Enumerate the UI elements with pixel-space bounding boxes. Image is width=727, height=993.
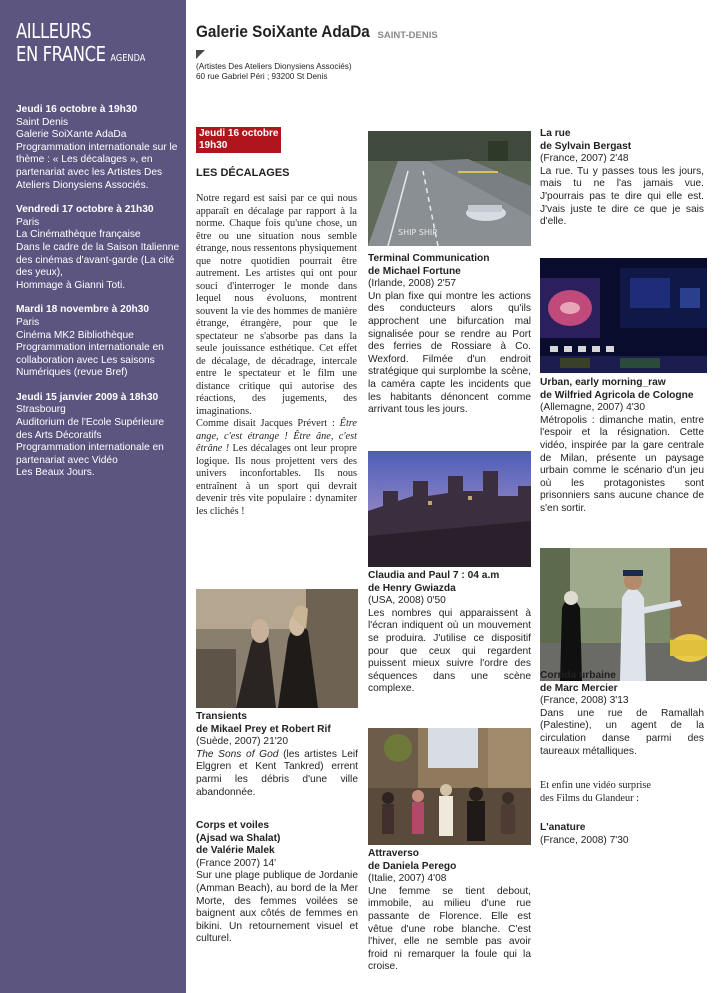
section-title: LES DÉCALAGES <box>196 167 290 179</box>
work-author: de Sylvain Bergast <box>540 140 632 152</box>
event-line: Dans le cadre de la Saison Italienne des cinémas d'avant-garde (La cité des yeux), <box>16 241 180 279</box>
intro-text <box>196 193 357 518</box>
work-info: (France, 2008) 7'30 <box>540 834 629 846</box>
svg-text:SHIP SHIP: SHIP SHIP <box>398 228 438 237</box>
triangle-mark-icon <box>196 50 205 59</box>
event-line: Auditorium de l'Ecole Supérieure des Arts Décoratifs <box>16 417 165 441</box>
venue-info <box>196 62 352 82</box>
event-date: Jeudi 16 octobre à 19h30 <box>16 104 138 115</box>
transients-still-image <box>196 589 358 708</box>
event-line: Paris <box>16 316 40 328</box>
work-claudia <box>368 570 531 696</box>
work-info: (Italie, 2007) 4'08 <box>368 873 447 885</box>
work-description: (les artistes Leif Elggren et Kent Tankred) errent parmi les débris d'une ville abandonnée. <box>196 748 358 798</box>
work-terminal <box>368 253 531 417</box>
event-item <box>16 304 182 380</box>
event-line: Galerie SoiXante AdaDa <box>16 129 127 141</box>
event-item <box>16 392 182 480</box>
work-info: (USA, 2008) 0'50 <box>368 595 446 607</box>
work-anature <box>540 822 704 847</box>
work-description: Une femme se tient debout, immobile, au milieu d'une rue passante de Florence. Elle est vêtue d'une robe blanche. C'est l'hiver, elle ne semble pas avoir froid ni remarquer la foule qui la croise. <box>368 885 531 973</box>
work-info: (Allemagne, 2007) 4'30 <box>540 402 646 414</box>
work-info: (France, 2008) 3'13 <box>540 695 629 707</box>
work-title: Attraverso <box>368 848 419 859</box>
surprise-note <box>540 780 704 805</box>
work-author: de Mikael Prey et Robert Rif <box>196 723 331 735</box>
event-date: Jeudi 15 janvier 2009 à 18h30 <box>16 391 159 403</box>
event-line: Programmation internationale en collaboration avec Les saisons Numériques (revue Bref) <box>16 342 164 379</box>
urban-still-image <box>540 258 707 373</box>
sidebar-title-line1: AILLEURS <box>16 19 92 43</box>
work-description: Métropolis : dimanche matin, entre l'espoir et la résignation. Cette vidéo, inspirée par la gare centrale de Milan, présente un paysage urbain comme le scénario d'un jeu où les protagonistes sont prisonniers sans aucune chance de s'en sortir. <box>540 414 704 514</box>
event-line: Strasbourg <box>16 404 66 416</box>
work-title: Claudia and Paul 7 : 04 a.m <box>368 570 500 581</box>
event-line: Hommage à Gianni Toti. <box>16 279 126 291</box>
work-quote: The Sons of God <box>196 748 279 760</box>
venue-address: 60 rue Gabriel Péri ; 93200 St Denis <box>196 72 328 81</box>
work-info: (France, 2007) 2'48 <box>540 153 629 165</box>
venue-association: (Artistes Des Ateliers Dionysiens Associés) <box>196 62 352 71</box>
event-item <box>16 204 182 292</box>
badge-date: Jeudi 16 octobre <box>199 128 279 139</box>
terminal-still-image <box>368 131 531 246</box>
work-subtitle: (Ajsad wa Shalat) <box>196 832 281 844</box>
event-item <box>16 104 182 192</box>
work-urban <box>540 377 704 516</box>
work-info: (Irlande, 2008) 2'57 <box>368 278 457 290</box>
surprise-line: Et enfin une vidéo surprise <box>540 780 651 791</box>
work-description: Les nombres qui apparaissent à l'écran indiquent où un mouvement se produira. J'utilise ce dispositif pour que ceux qui regardent puissent mieux suivre l'ordre des séquences dans une scène complexe. <box>368 607 531 695</box>
work-title: Terminal Communication <box>368 253 490 264</box>
work-description: La rue. Tu y passes tous les jours, mais tu ne l'as jamais vue. J'pourrais pas te dire qui elle est. J'vais juste te dire ce que je sais d'elle. <box>540 165 704 228</box>
work-author: de Valérie Malek <box>196 845 275 857</box>
claudia-still-image <box>368 451 531 567</box>
work-la-rue <box>540 128 704 229</box>
work-author: de Wilfried Agricola de Cologne <box>540 389 694 401</box>
sidebar-title-line2: EN FRANCE <box>16 42 106 66</box>
work-description: Sur une plage publique de Jordanie (Amman Beach), au bord de la Mer Morte, des femmes voilées se baignent aux côtés de femmes en bikini. Un retournement visuel et culturel. <box>196 870 358 945</box>
sidebar-title <box>16 20 155 70</box>
sidebar <box>0 0 186 993</box>
city-tag: SAINT-DENIS <box>377 30 438 41</box>
intro-quote-lead: Comme disait Jacques Prévert : <box>196 418 335 429</box>
work-title: Transients <box>196 711 247 722</box>
work-transients <box>196 711 358 799</box>
date-badge <box>196 127 281 153</box>
work-author: de Henry Gwiazda <box>368 582 456 594</box>
event-line: Paris <box>16 216 40 228</box>
work-corrida <box>540 670 704 758</box>
intro-closing: Les décalages ont leur propre logique. Ils nous projettent vers des univers inconfortables. Ils nous entraînent à un sport qui devrait devenir très vite populaire : dynamiter les clichés ! <box>196 443 357 517</box>
work-description: Dans une rue de Ramallah (Palestine), un agent de la circulation danse parmi des taureaux métalliques. <box>540 707 704 757</box>
intro-paragraph: Notre regard est saisi par ce qui nous apparaît en décalage par rapport à la norme. Chaque fois qu'une chose, un être ou une situation nous semble étrange, nous ressentons physiquement que notre quotidien pourrait être autrement. Les artistes qui ont pour souci d'interroger le monde dans lequel nous évoluons, montrent souvent la vie des hommes de manière étrange, étrangère, pour que le spectateur ne s'absorbe pas dans la seule jouissance esthétique. Cet effet de décalage, de décadrage, intercale entre le spectateur et le film une distance critique qui autorise des réactions, des jugements, des imaginations. <box>196 193 357 417</box>
work-attraverso <box>368 848 531 974</box>
work-info: (France 2007) 14' <box>196 857 277 869</box>
work-author: de Marc Mercier <box>540 682 618 694</box>
event-line: Programmation internationale sur le thème : « Les décalages », en partenariat avec les Artistes Des Ateliers Dionysiens Associés. <box>16 141 178 191</box>
work-info: (Suède, 2007) 21'20 <box>196 736 289 748</box>
event-line: Cinéma MK2 Bibliothèque <box>16 329 134 341</box>
event-line: Saint Denis <box>16 116 69 128</box>
event-date: Mardi 18 novembre à 20h30 <box>16 304 150 316</box>
sidebar-title-tag: AGENDA <box>110 53 146 64</box>
page-title: Galerie SoiXante AdaDa <box>196 22 370 41</box>
work-title: Urban, early morning_raw <box>540 377 666 388</box>
work-title: L'anature <box>540 822 586 833</box>
work-description: Un plan fixe qui montre les actions des conducteurs alors qu'ils approchent une bifurcation mal signalisée pour se rendre au Port des ferries de Rossiare à Co. Wexford. Filmée d'un endroit stratégique qui surplombe la scène, la caméra capte les incidents que les habitants dénoncent comme arrivant tous les jours. <box>368 290 531 416</box>
event-line: Programmation internationale en partenariat avec Vidéo <box>16 442 164 466</box>
work-title: La rue <box>540 128 571 139</box>
intro-quote: Être ange, c'est étrange ! Être âne, c'est êtrâne ! <box>196 418 358 454</box>
badge-time: 19h30 <box>199 140 228 151</box>
work-corps-et-voiles <box>196 820 358 946</box>
event-line: Les Beaux Jours. <box>16 467 95 479</box>
work-title: Corrida urbaine <box>540 670 616 681</box>
event-date: Vendredi 17 octobre à 21h30 <box>16 204 154 216</box>
event-line: La Cinémathèque française <box>16 229 141 241</box>
surprise-line: des Films du Glandeur : <box>540 792 639 804</box>
intro-column <box>196 127 357 518</box>
corrida-still-image <box>540 548 707 681</box>
work-author: de Daniela Perego <box>368 860 457 872</box>
event-list <box>16 104 186 480</box>
attraverso-still-image <box>368 728 531 845</box>
page-header <box>196 22 716 81</box>
work-title: Corps et voiles <box>196 820 270 831</box>
work-author: de Michael Fortune <box>368 265 461 277</box>
